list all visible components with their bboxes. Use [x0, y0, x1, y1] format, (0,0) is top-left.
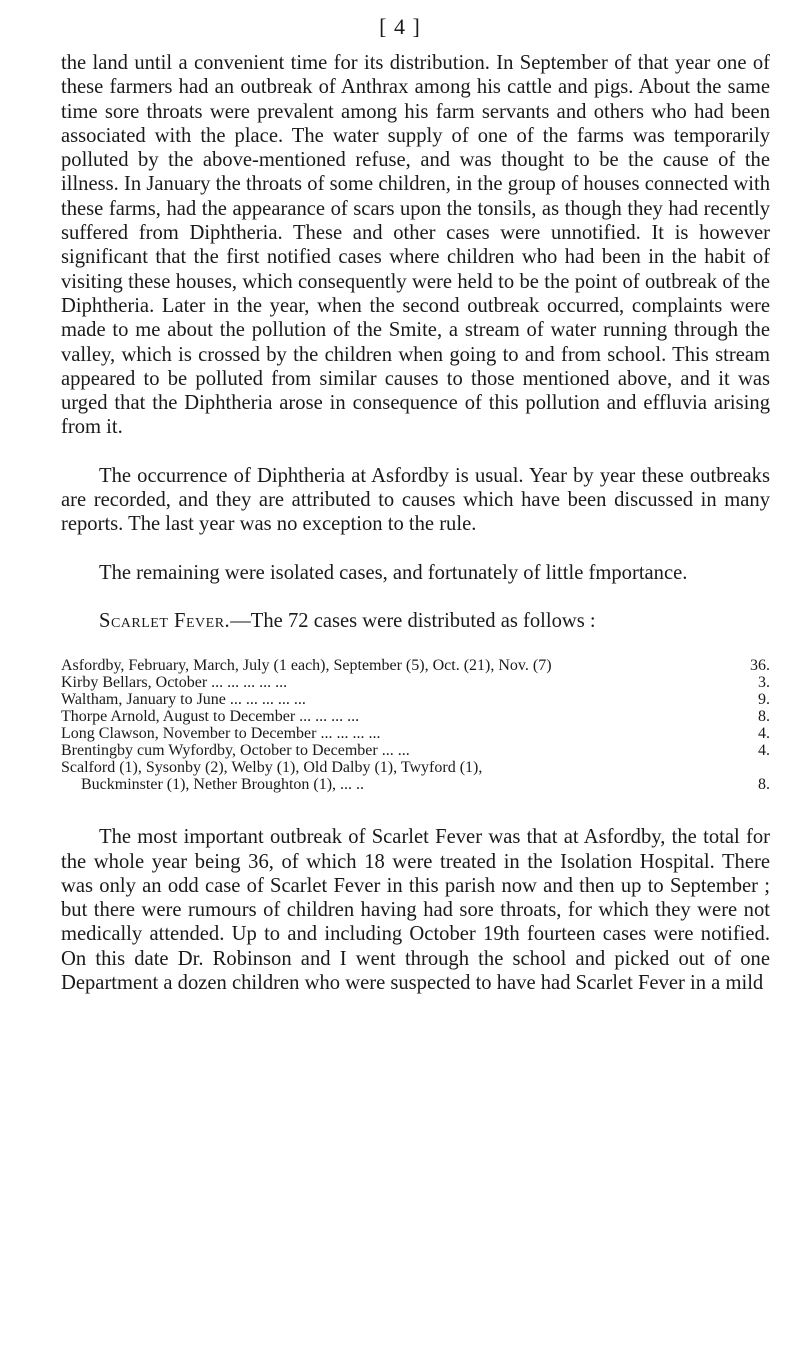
- table-row: [61, 742, 770, 759]
- cases-distribution-table: [61, 657, 770, 793]
- scarlet-fever-heading: Scarlet Fever.: [99, 609, 231, 632]
- table-count: 4.: [758, 725, 770, 743]
- table-count: [742, 759, 770, 776]
- table-count: 8.: [758, 708, 770, 726]
- table-place: Thorpe Arnold, August to December ... ... ... ...: [61, 708, 360, 726]
- table-place: Buckminster (1), Nether Broughton (1), ... ..: [81, 776, 365, 794]
- scarlet-fever-intro-text: —The 72 cases were distributed as follows :: [230, 609, 596, 632]
- table-count: 3.: [758, 674, 770, 692]
- paragraph-asfordby-diphtheria: The occurrence of Diphtheria at Asfordby is usual. Year by year these outbreaks are recorded, and they are attributed to causes which have been discussed in many reports. The last year was no exception to the rule.: [61, 464, 770, 536]
- table-count: 36.: [750, 657, 770, 675]
- table-count: 8.: [758, 776, 770, 794]
- scarlet-fever-intro: [61, 609, 770, 633]
- table-row: [61, 776, 770, 793]
- page-number: [ 4 ]: [379, 14, 421, 39]
- table-row: [61, 691, 770, 708]
- table-place: Kirby Bellars, October ... ... ... ... ...: [61, 674, 288, 692]
- table-count: 4.: [758, 742, 770, 760]
- document-body: [61, 51, 770, 995]
- paragraph-anthrax-diphtheria: the land until a convenient time for its distribution. In September of that year one of these farmers had an outbreak of Anthrax among his cattle and pigs. About the same time sore throats were prevalent among his farm servants and others who had been associated with the place. The water supply of one of the farms was temporarily polluted by the above-mentioned refuse, and was thought to be the cause of the illness. In January the throats of some children, in the group of houses connected with these farms, had the appearance of scars upon the tonsils, as though they had recently suffered from Diphtheria. These and other cases were unnotified. It is however significant that the first notified cases where children who had been in the habit of visiting these houses, which consequently were held to be the point of outbreak of the Diphtheria. Later in the year, when the second outbreak occurred, complaints were made to me about the pollution of the Smite, a stream of water running through the valley, which is crossed by the children when going to and from school. This stream appeared to be polluted from similar causes to those mentioned above, and it was urged that the Diphtheria arose in consequence of this pollution and effluvia arising from it.: [61, 52, 770, 439]
- table-row: [61, 674, 770, 691]
- paragraph-scarlet-outbreak: The most important outbreak of Scarlet Fever was that at Asfordby, the total for the whole year being 36, of which 18 were treated in the Isolation Hospital. There was only an odd case of Scarlet Fever in this parish now and then up to September ; but there were rumours of children having had sore throats, for which they were not medically attended. Up to and including October 19th fourteen cases were notified. On this date Dr. Robinson and I went through the school and picked out of one Department a dozen children who were suspected to have had Scarlet Fever in a mild: [61, 826, 770, 995]
- paragraph-isolated-cases: The remaining were isolated cases, and fortunately of little fmportance.: [99, 561, 688, 584]
- table-row: [61, 759, 770, 776]
- table-place: Asfordby, February, March, July (1 each), September (5), Oct. (21), Nov. (7): [61, 657, 552, 675]
- table-place: Scalford (1), Sysonby (2), Welby (1), Old Dalby (1), Twyford (1),: [61, 759, 483, 777]
- table-place: Waltham, January to June ... ... ... ... ...: [61, 691, 306, 709]
- table-place: Brentingby cum Wyfordby, October to December ... ...: [61, 742, 410, 760]
- table-place: Long Clawson, November to December ... ... ... ...: [61, 725, 381, 743]
- table-row: [61, 708, 770, 725]
- table-row: [61, 725, 770, 742]
- table-row: [61, 657, 770, 674]
- table-count: 9.: [758, 691, 770, 709]
